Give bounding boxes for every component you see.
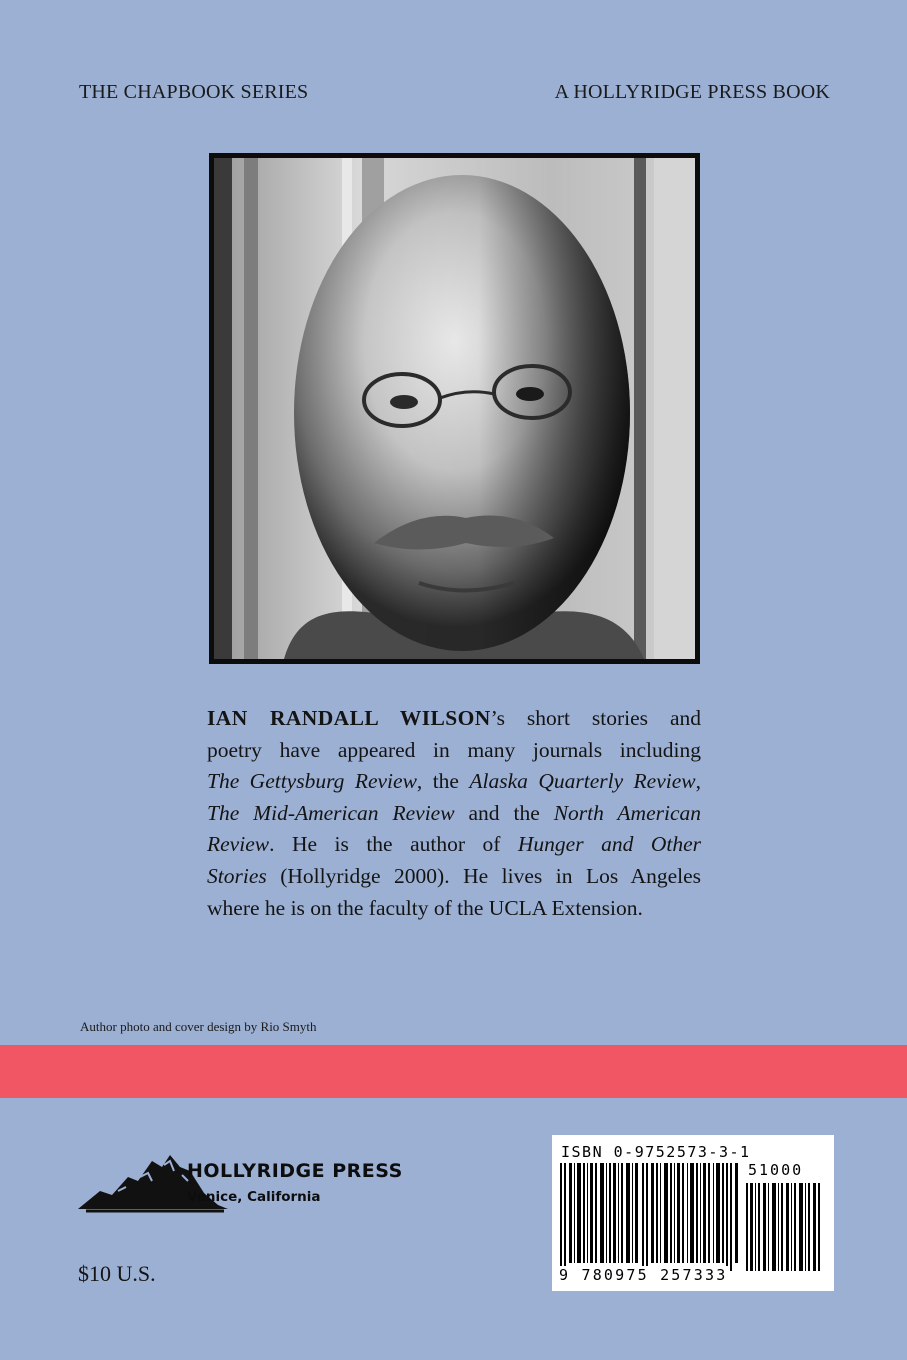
bio-line-6: Stories (Hollyridge 2000). He lives in Los Angeles — [207, 863, 701, 888]
bio-line-3: The Gettysburg Review, the Alaska Quarterly Review, — [207, 769, 701, 794]
publisher-city: Venice, California — [187, 1189, 321, 1205]
bio-line-2: poetry have appeared in many journals including — [207, 737, 701, 762]
bio-line-1: IAN RANDALL WILSON’s short stories and — [207, 706, 701, 730]
photo-credit: Author photo and cover design by Rio Smyth — [80, 1019, 317, 1034]
price-addon-code: 51000 — [748, 1161, 804, 1179]
author-photo — [209, 153, 700, 664]
bio-line-5: Review. He is the author of Hunger and Other — [207, 832, 701, 857]
isbn-number: ISBN 0-9752573-3-1 — [561, 1143, 751, 1161]
author-name: IAN RANDALL WILSON — [207, 706, 491, 730]
price: $10 U.S. — [78, 1261, 156, 1286]
barcode-bars-icon — [560, 1163, 740, 1271]
bio-line-4: The Mid-American Review and the North American — [207, 800, 701, 825]
bio-line-7: where he is on the faculty of the UCLA Extension. — [207, 895, 643, 920]
barcode — [552, 1135, 834, 1291]
ean-number: 9 780975 257333 — [559, 1266, 728, 1284]
author-bio — [207, 703, 701, 924]
addon-bars-icon — [746, 1183, 822, 1271]
mountain-logo-icon — [78, 1147, 408, 1217]
series-label: THE CHAPBOOK SERIES — [79, 81, 309, 103]
publisher-book-label: A HOLLYRIDGE PRESS BOOK — [554, 81, 830, 103]
publisher-name: HOLLYRIDGE PRESS — [187, 1160, 403, 1182]
color-band — [0, 1045, 907, 1098]
